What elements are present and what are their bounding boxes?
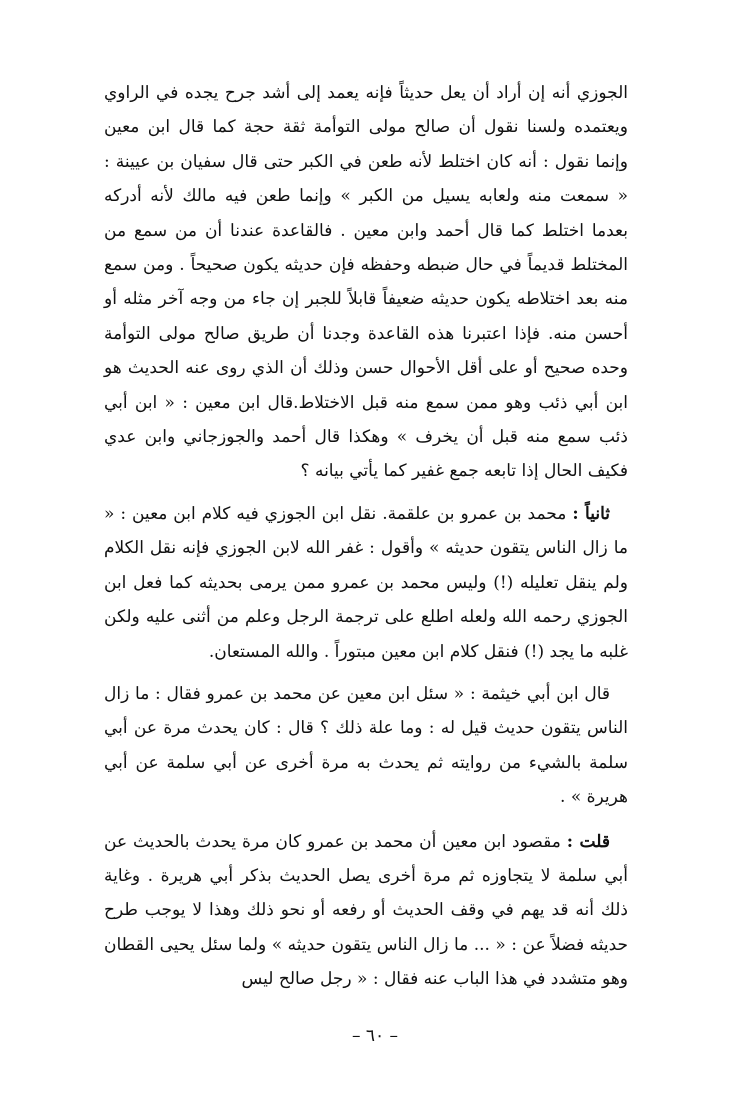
paragraph-4-lead: قلت : <box>566 831 610 852</box>
paragraph-2-lead: ثانياً : <box>572 503 610 524</box>
paragraph-4 <box>104 825 628 997</box>
page-body <box>104 76 628 997</box>
paragraph-4-text: مقصود ابن معين أن محمد بن عمرو كان مرة يحدث بالحديث عن أبي سلمة لا يتجاوزه ثم مرة أخرى يصل الحديث بذكر أبي هريرة . وغاية ذلك أنه قد يهم في وقف الحديث أو رفعه أو نحو ذلك وهذا لا يوجب طرح حديثه فضلاً عن : « ... ما زال الناس يتقون حديثه » ولما سئل يحيى القطان وهو متشدد في هذا الباب عنه فقال : « رجل صالح ليس <box>104 831 628 990</box>
paragraph-1-text: الجوزي أنه إن أراد أن يعل حديثاً فإنه يعمد إلى أشد جرح يجده في الراوي ويعتمده ولسنا نقول أن صالح مولى التوأمة ثقة حجة كما قال ابن معين وإنما نقول : أنه كان اختلط لأنه طعن في الكبر حتى قال سفيان بن عيينة : « سمعت منه ولعابه يسيل من الكبر » وإنما طعن فيه مالك لأنه أدركه بعدما اختلط كما قال أحمد وابن معين . فالقاعدة عندنا أن من سمع من المختلط قديماً في حال ضبطه وحفظه فإن حديثه يكون صحيحاً . ومن سمع منه بعد اختلاطه يكون حديثه ضعيفاً قابلاً للجبر إن جاء من وجه آخر مثله أو أحسن منه. فإذا اعتبرنا هذه القاعدة وجدنا أن طريق صالح مولى التوأمة وحده صحيح أو على أقل الأحوال حسن وذلك أن الذي روى عنه الحديث هو ابن أبي ذئب وهو ممن سمع منه قبل الاختلاط.قال ابن معين : « ابن أبي ذئب سمع منه قبل أن يخرف » وهكذا قال أحمد والجوزجاني وابن عدي فكيف الحال إذا تابعه جمع غفير كما يأتي بيانه ؟ <box>104 83 628 482</box>
paragraph-2 <box>104 497 628 669</box>
paragraph-3 <box>104 677 628 815</box>
paragraph-2-text: محمد بن عمرو بن علقمة. نقل ابن الجوزي فيه كلام ابن معين : « ما زال الناس يتقون حديثه » وأقول : غفر الله لابن الجوزي فإنه نقل الكلام ولم ينقل تعليله (!) وليس محمد بن عمرو ممن يرمى بحديثه كما فعل ابن الجوزي رحمه الله ولعله اطلع على ترجمة الرجل وعلم من أثنى عليه ولكن غلبه ما يجد (!) فنقل كلام ابن معين مبتوراً . والله المستعان. <box>104 503 628 662</box>
paragraph-1 <box>104 76 628 489</box>
page-number: – ٦٠ – <box>351 1026 399 1046</box>
paragraph-3-text: قال ابن أبي خيثمة : « سئل ابن معين عن محمد بن عمرو فقال : ما زال الناس يتقون حديث قيل له : وما علة ذلك ؟ قال : كان يحدث مرة عن أبي سلمة بالشيء من روايته ثم يحدث به مرة أخرى عن أبي سلمة عن أبي هريرة » . <box>104 683 628 808</box>
